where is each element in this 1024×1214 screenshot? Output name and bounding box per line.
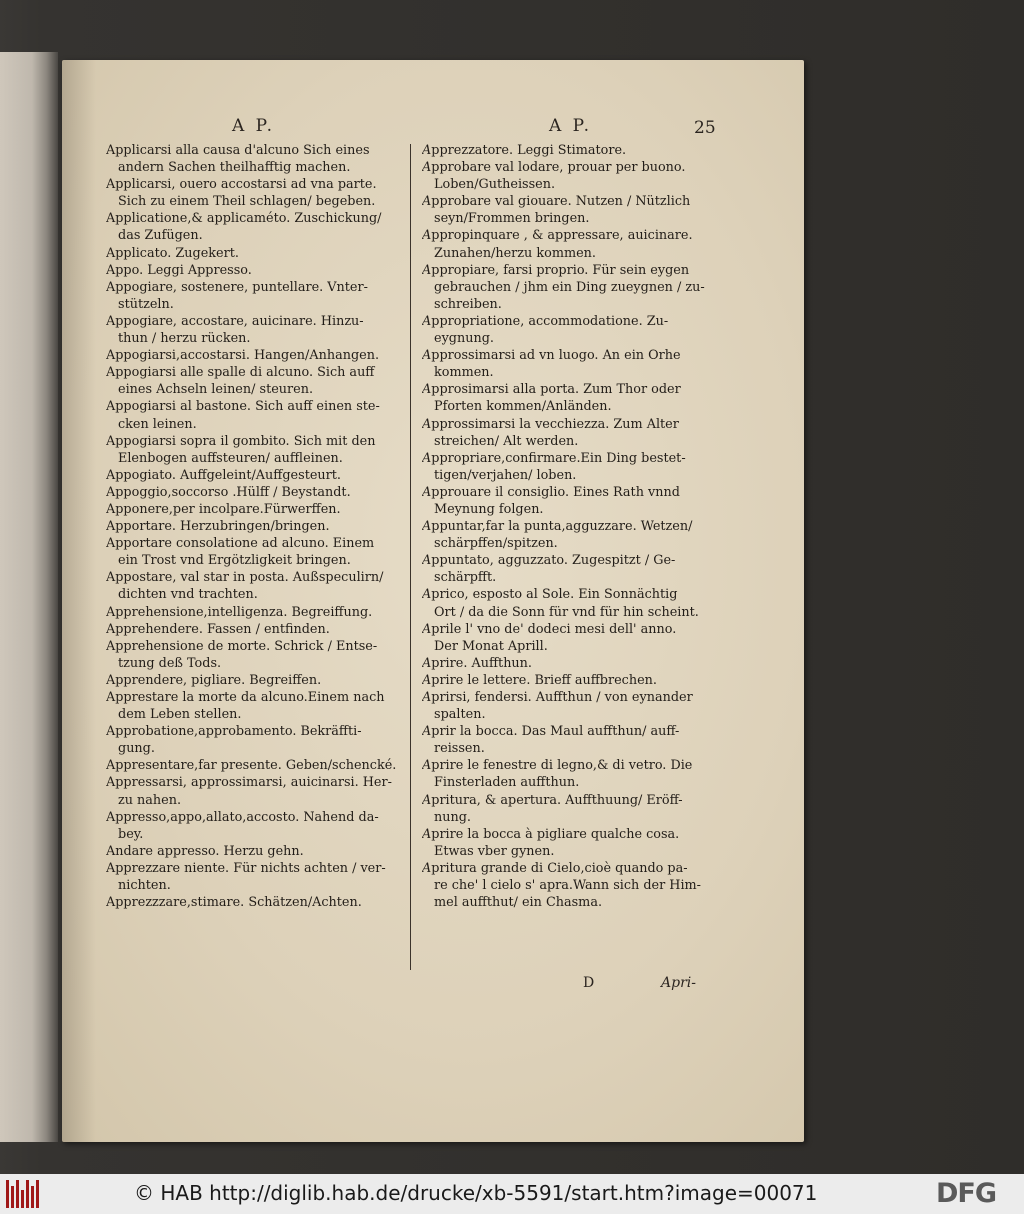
entry-continuation: Pforten kommen/Anländen. [434, 399, 612, 415]
entry-line: Appogiarsi sopra il gombito. Sich mit den [106, 433, 376, 449]
entry-continuation: dichten vnd trachten. [118, 587, 258, 603]
entry-line: Appoggio,soccorso .Hülff / Beystandt. [106, 484, 351, 500]
entry-line: Appuntar,far la punta,agguzzare. Wetzen/ [422, 519, 693, 535]
page-number: 25 [694, 118, 716, 138]
entry-line: Apportare consolatione ad alcuno. Einem [106, 536, 375, 552]
entry-continuation: Meynung folgen. [434, 501, 544, 517]
dictionary-entry [106, 672, 404, 689]
entry-line: Approuare il consiglio. Eines Rath vnnd [422, 484, 680, 500]
entry-line: Aprire le lettere. Brieff auffbrechen. [422, 672, 657, 688]
dictionary-entry [106, 621, 404, 638]
entry-line: Approbatione,approbamento. Bekräffti- [106, 724, 362, 740]
entry-continuation: reissen. [434, 741, 485, 757]
entry-line: Approbare val giouare. Nutzen / Nützlich [422, 194, 691, 210]
entry-line: Aprire le fenestre di legno,& di vetro. Die [422, 758, 693, 774]
dictionary-entry [106, 689, 404, 723]
dictionary-entry [422, 723, 714, 757]
dictionary-entry [422, 381, 714, 415]
entry-line: Apritura grande di Cielo,cioè quando pa- [422, 860, 688, 876]
dictionary-entry [422, 552, 714, 586]
entry-line: Appresso,appo,allato,accosto. Nahend da- [106, 809, 379, 825]
entry-line: Appropriare,confirmare.Ein Ding bestet- [422, 450, 686, 466]
entry-continuation: streichen/ Alt werden. [434, 433, 579, 449]
entry-continuation: ein Trost vnd Ergötzligkeit bringen. [118, 553, 351, 569]
entry-continuation: dem Leben stellen. [118, 707, 242, 723]
left-column [106, 142, 404, 911]
signature-mark: D [583, 975, 595, 991]
entry-continuation: kommen. [434, 365, 494, 381]
entry-continuation: zu nahen. [118, 792, 182, 808]
entry-line: Aprir la bocca. Das Maul auffthun/ auff- [422, 724, 680, 740]
entry-continuation: nung. [434, 809, 471, 825]
entry-continuation: schreiben. [434, 296, 502, 312]
entry-continuation: thun / herzu rücken. [118, 331, 251, 347]
entry-continuation: eygnung. [434, 331, 494, 347]
dictionary-entry [106, 467, 404, 484]
dictionary-entry [106, 604, 404, 621]
entry-line: Appogiarsi,accostarsi. Hangen/Anhangen. [106, 348, 380, 364]
entry-continuation: bey. [118, 826, 144, 842]
entry-line: Approsimarsi alla porta. Zum Thor oder [422, 382, 681, 398]
entry-continuation: re che' l cielo s' apra.Wann sich der Him- [434, 878, 701, 894]
entry-continuation: seyn/Frommen bringen. [434, 211, 590, 227]
running-header-left: A P. [232, 116, 276, 136]
dictionary-entry [106, 723, 404, 757]
entry-line: Aprico, esposto al Sole. Ein Sonnächtig [422, 587, 678, 603]
dictionary-entry [106, 484, 404, 501]
entry-continuation: das Zufügen. [118, 228, 203, 244]
entry-line: Apprendere, pigliare. Begreiffen. [106, 672, 322, 688]
dictionary-entry [422, 347, 714, 381]
entry-line: Apponere,per incolpare.Fürwerffen. [106, 501, 341, 517]
dictionary-entry [106, 142, 404, 176]
dictionary-entry [422, 227, 714, 261]
entry-line: Appropinquare , & appressare, auicinare. [422, 228, 693, 244]
dictionary-entry [422, 450, 714, 484]
dictionary-entry [106, 313, 404, 347]
dictionary-entry [422, 484, 714, 518]
entry-line: Appogiarsi al bastone. Sich auff einen ste- [106, 399, 380, 415]
entry-line: Apprezzzare,stimare. Schätzen/Achten. [106, 895, 362, 911]
dictionary-entry [106, 176, 404, 210]
dictionary-entry [106, 518, 404, 535]
entry-continuation: gung. [118, 741, 155, 757]
entry-continuation: tzung deß Tods. [118, 655, 222, 671]
entry-line: Appostare, val star in posta. Außspeculirn/ [106, 570, 384, 586]
entry-line: Applicarsi alla causa d'alcuno Sich eines [106, 143, 370, 158]
dictionary-entry [422, 313, 714, 347]
entry-line: Aprile l' vno de' dodeci mesi dell' anno. [422, 621, 677, 637]
dictionary-entry [422, 655, 714, 672]
entry-line: Appuntato, agguzzato. Zugespitzt / Ge- [422, 553, 676, 569]
running-header-right: A P. [549, 116, 593, 136]
dictionary-entry [106, 398, 404, 432]
entry-line: Apprezzatore. Leggi Stimatore. [422, 143, 627, 158]
dictionary-entry [422, 518, 714, 552]
dictionary-entry [106, 279, 404, 313]
entry-continuation: Der Monat Aprill. [434, 638, 548, 654]
dictionary-entry [106, 569, 404, 603]
entry-line: Apprezzare niente. Für nichts achten / ver- [106, 860, 386, 876]
catchword: Apri- [661, 975, 696, 991]
entry-line: Appropiare, farsi proprio. Für sein eygen [422, 262, 690, 278]
entry-line: Apportare. Herzubringen/bringen. [106, 519, 330, 535]
entry-line: Apprehensione,intelligenza. Begreiffung. [106, 604, 373, 620]
dictionary-entry [106, 535, 404, 569]
entry-line: Appogiare, sostenere, puntellare. Vnter- [106, 279, 368, 295]
entry-continuation: spalten. [434, 707, 486, 723]
dictionary-entry [422, 689, 714, 723]
entry-line: Approbare val lodare, prouar per buono. [422, 160, 686, 176]
entry-line: Appogiare, accostare, auicinare. Hinzu- [106, 313, 364, 329]
entry-continuation: andern Sachen theilhafftig machen. [118, 160, 351, 176]
entry-continuation: schärpffen/spitzen. [434, 536, 558, 552]
entry-line: Applicato. Zugekert. [106, 245, 239, 261]
entry-line: Appressarsi, approssimarsi, auicinarsi. Her- [106, 775, 392, 791]
entry-continuation: gebrauchen / jhm ein Ding zueygnen / zu- [434, 279, 705, 295]
entry-line: Apprehensione de morte. Schrick / Entse- [106, 638, 378, 654]
dictionary-entry [106, 843, 404, 860]
dictionary-entry [422, 792, 714, 826]
dictionary-entry [422, 672, 714, 689]
entry-continuation: Etwas vber gynen. [434, 843, 555, 859]
entry-continuation: nichten. [118, 878, 171, 894]
hab-logo-icon [6, 1180, 40, 1208]
entry-line: Applicarsi, ouero accostarsi ad vna parte. [106, 177, 377, 193]
entry-line: Aprire. Auffthun. [422, 655, 532, 671]
dictionary-entry [422, 586, 714, 620]
entry-line: Appogiarsi alle spalle di alcuno. Sich auff [106, 365, 375, 381]
column-divider [410, 144, 411, 970]
dictionary-entry [422, 621, 714, 655]
entry-continuation: Loben/Gutheissen. [434, 177, 556, 193]
entry-continuation: Finsterladen auffthun. [434, 775, 580, 791]
entry-line: Andare appresso. Herzu gehn. [106, 843, 304, 859]
dictionary-entry [106, 894, 404, 911]
entry-continuation: Zunahen/herzu kommen. [434, 245, 596, 261]
footer-bar [0, 1174, 1024, 1214]
entry-continuation: mel auffthut/ ein Chasma. [434, 895, 603, 911]
dictionary-entry [422, 262, 714, 313]
entry-line: Apritura, & apertura. Auffthuung/ Eröff- [422, 792, 683, 808]
dictionary-entry [106, 774, 404, 808]
dictionary-entry [106, 860, 404, 894]
entry-continuation: cken leinen. [118, 416, 197, 432]
dictionary-entry [422, 826, 714, 860]
entry-line: Appresentare,far presente. Geben/schencké. [106, 758, 397, 774]
entry-line: Apprehendere. Fassen / entfinden. [106, 621, 330, 637]
copyright-link[interactable]: © HAB http://diglib.hab.de/drucke/xb-5591/start.htm?image=00071 [134, 1181, 818, 1205]
entry-line: Approssimarsi la vecchiezza. Zum Alter [422, 416, 679, 432]
dictionary-entry [106, 347, 404, 364]
dfg-logo: DFG [936, 1178, 997, 1209]
entry-continuation: tigen/verjahen/ loben. [434, 467, 577, 483]
entry-line: Appo. Leggi Appresso. [106, 262, 252, 278]
right-column [422, 142, 714, 911]
dictionary-entry [106, 262, 404, 279]
dictionary-entry [422, 416, 714, 450]
entry-continuation: Elenbogen auffsteuren/ auffleinen. [118, 450, 343, 466]
dictionary-entry [106, 638, 404, 672]
entry-continuation: stützeln. [118, 296, 174, 312]
previous-page-edge [0, 52, 58, 1142]
entry-line: Apprestare la morte da alcuno.Einem nach [106, 690, 385, 705]
dictionary-entry [422, 159, 714, 193]
entry-line: Applicatione,& applicaméto. Zuschickung/ [106, 211, 382, 227]
dictionary-entry [106, 245, 404, 262]
dictionary-entry [106, 501, 404, 518]
entry-continuation: Ort / da die Sonn für vnd für hin scheint. [434, 604, 699, 620]
entry-continuation: eines Achseln leinen/ steuren. [118, 382, 314, 398]
entry-line: Approssimarsi ad vn luogo. An ein Orhe [422, 348, 681, 364]
dictionary-entry [422, 860, 714, 911]
entry-line: Appogiato. Auffgeleint/Auffgesteurt. [106, 467, 341, 483]
entry-continuation: Sich zu einem Theil schlagen/ begeben. [118, 194, 376, 210]
dictionary-entry [106, 433, 404, 467]
dictionary-entry [106, 210, 404, 244]
entry-line: Appropriatione, accommodatione. Zu- [422, 313, 669, 329]
dictionary-entry [106, 809, 404, 843]
entry-continuation: schärpfft. [434, 570, 497, 586]
entry-line: Aprire la bocca à pigliare qualche cosa. [422, 826, 680, 842]
dictionary-entry [422, 142, 714, 159]
dictionary-entry [422, 757, 714, 791]
dictionary-entry [422, 193, 714, 227]
dictionary-entry [106, 364, 404, 398]
dictionary-entry [106, 757, 404, 774]
entry-line: Aprirsi, fendersi. Auffthun / von eynander [422, 690, 693, 705]
